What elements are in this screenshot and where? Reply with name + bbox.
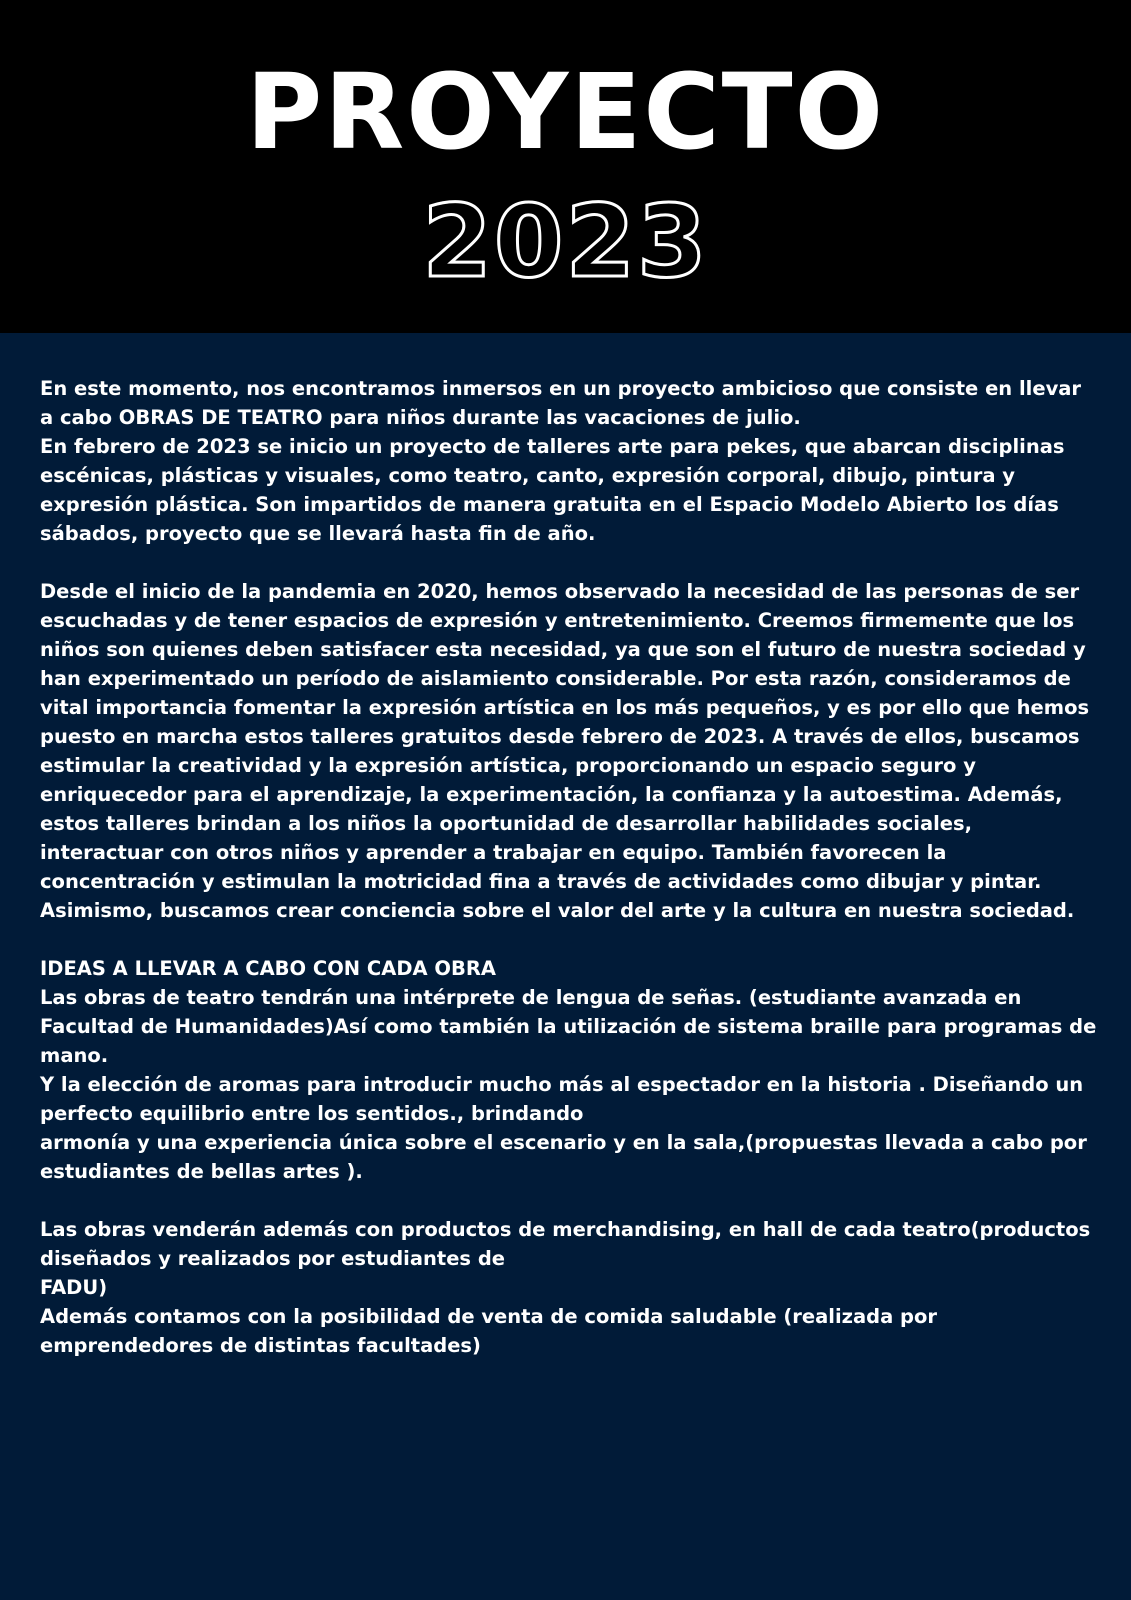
- merch-paragraph-2: FADU): [40, 1276, 108, 1299]
- intro-paragraph-2: En febrero de 2023 se inicio un proyecto de talleres arte para pekes, que abarcan disciplinas escénicas, plásticas y visuales, como teatro, canto, expresión corporal, dibujo, pintura y expresión plástica. Son impartidos de manera gratuita en el Espacio Modelo Abierto los días sábados, proyecto que se llevará hasta fin de año.: [40, 435, 1065, 545]
- page-title: PROYECTO: [245, 51, 886, 173]
- page-year-outline: 2023: [422, 183, 709, 300]
- header-banner: [0, 0, 1131, 333]
- ideas-paragraph-2: Y la elección de aromas para introducir mucho más al espectador en la historia . Diseñando un perfecto equilibrio entre los sentidos., brindando: [40, 1073, 1084, 1125]
- ideas-paragraph-1: Las obras de teatro tendrán una intérprete de lengua de señas. (estudiante avanzada en Facultad de Humanidades)Así como también la utilización de sistema braille para programas de mano.: [40, 986, 1097, 1067]
- paragraph-spacer: [40, 548, 1100, 577]
- merch-paragraph-3: Además contamos con la posibilidad de venta de comida saludable (realizada por emprendedores de distintas facultades): [40, 1305, 938, 1357]
- ideas-paragraph-3: armonía y una experiencia única sobre el escenario y en la sala,(propuestas llevada a cabo por estudiantes de bellas artes ).: [40, 1131, 1087, 1183]
- motivation-paragraph: Desde el inicio de la pandemia en 2020, hemos observado la necesidad de las personas de ser escuchadas y de tener espacios de expresión y entretenimiento. Creemos firmemente que los niños son quienes deben satisfacer esta necesidad, ya que son el futuro de nuestra sociedad y han experimentado un período de aislamiento considerable. Por esta razón, consideramos de vital importancia fomentar la expresión artística en los más pequeños, y es por ello que hemos puesto en marcha estos talleres gratuitos desde febrero de 2023. A través de ellos, buscamos estimular la creatividad y la expresión artística, proporcionando un espacio seguro y enriquecedor para el aprendizaje, la experimentación, la confianza y la autoestima. Además, estos talleres brindan a los niños la oportunidad de desarrollar habilidades sociales, interactuar con otros niños y aprender a trabajar en equipo. También favorecen la concentración y estimulan la motricidad fina a través de actividades como dibujar y pintar. Asimismo, buscamos crear conciencia sobre el valor del arte y la cultura en nuestra sociedad.: [40, 580, 1090, 922]
- ideas-heading: IDEAS A LLEVAR A CABO CON CADA OBRA: [40, 957, 496, 980]
- merch-paragraph-1: Las obras venderán además con productos de merchandising, en hall de cada teatro(productos diseñados y realizados por estudiantes de: [40, 1218, 1091, 1270]
- paragraph-spacer: [40, 925, 1100, 954]
- paragraph-spacer: [40, 1186, 1100, 1215]
- intro-paragraph-1: En este momento, nos encontramos inmersos en un proyecto ambicioso que consiste en llevar a cabo OBRAS DE TEATRO para niños durante las vacaciones de julio.: [40, 377, 1082, 429]
- document-body: [40, 374, 1100, 1360]
